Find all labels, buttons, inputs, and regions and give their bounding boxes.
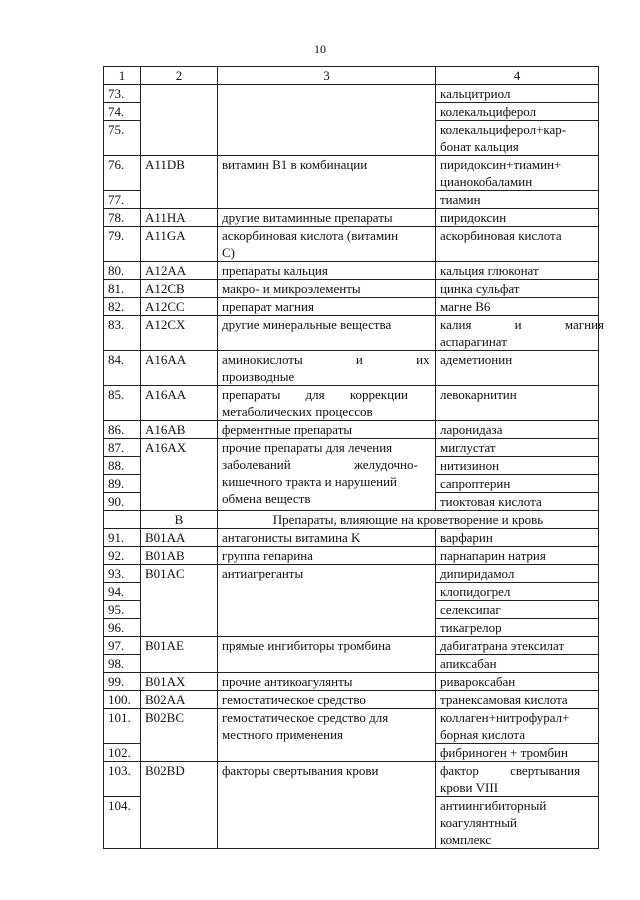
group-name: препарат магния [218, 298, 436, 316]
row-number: 97. [104, 637, 141, 655]
drug-name: адеметионин [436, 351, 599, 386]
row-number: 85. [104, 386, 141, 421]
row-number: 101. [104, 709, 141, 744]
group-name: группа гепарина [218, 547, 436, 565]
atc-code: A12CX [141, 316, 218, 351]
atc-code: A12CC [141, 298, 218, 316]
drug-name-line: цианокобаламин [440, 174, 533, 189]
drug-name [436, 709, 599, 744]
row-number: 94. [104, 583, 141, 601]
drug-name [436, 121, 599, 156]
atc-code: B02BD [141, 762, 218, 849]
group-name-line: обмена веществ [222, 491, 311, 506]
group-name: макро- и микроэлементы [218, 280, 436, 298]
row-number: 77. [104, 191, 141, 209]
atc-code: A11HA [141, 209, 218, 227]
drug-name: парнапарин натрия [436, 547, 599, 565]
row-number: 87. [104, 439, 141, 457]
row-number: 98. [104, 655, 141, 673]
atc-code: A16AX [141, 439, 218, 511]
header-cell-4: 4 [436, 67, 599, 85]
drug-name: ларонидаза [436, 421, 599, 439]
page-number: 10 [314, 42, 326, 56]
atc-code: A12AA [141, 262, 218, 280]
row-number: 96. [104, 619, 141, 637]
drug-name: колекальциферол [436, 103, 599, 121]
row-number: 93. [104, 565, 141, 583]
drug-name-line: фактор свертывания [440, 763, 581, 778]
row-number: 80. [104, 262, 141, 280]
drug-name-line: комплекс [440, 832, 492, 847]
drug-name: кальцитриол [436, 85, 599, 103]
table-header-row [104, 67, 599, 85]
group-name: другие витаминные препараты [218, 209, 436, 227]
atc-code: B01AX [141, 673, 218, 691]
drug-name: пиридоксин [436, 209, 599, 227]
drug-name: аскорбиновая кислота [436, 227, 599, 262]
row-number: 84. [104, 351, 141, 386]
row-number: 89. [104, 475, 141, 493]
drug-name: нитизинон [436, 457, 599, 475]
row-number: 79. [104, 227, 141, 262]
row-number: 76. [104, 156, 141, 191]
drug-name: тикагрелор [436, 619, 599, 637]
atc-code: A16AA [141, 386, 218, 421]
table-row [104, 386, 599, 421]
header-cell-1: 1 [104, 67, 141, 85]
atc-code: A16AA [141, 351, 218, 386]
drug-name-line: крови VIII [440, 780, 499, 795]
group-name-line: метаболических процессов [222, 404, 373, 419]
row-number: 102. [104, 744, 141, 762]
drug-name-line: коагулянтный [440, 815, 517, 830]
drug-name: варфарин [436, 529, 599, 547]
group-name-line: гемостатическое средство для [222, 710, 389, 725]
drug-name: кальция глюконат [436, 262, 599, 280]
row-number: 99. [104, 673, 141, 691]
drug-name [436, 797, 599, 849]
group-name: антагонисты витамина K [218, 529, 436, 547]
drug-name: миглустат [436, 439, 599, 457]
group-name: препараты кальция [218, 262, 436, 280]
group-name: витамин B1 в комбинации [218, 156, 436, 209]
atc-code: B02BC [141, 709, 218, 762]
table-row [104, 227, 599, 262]
atc-code: B01AA [141, 529, 218, 547]
row-number: 103. [104, 762, 141, 797]
row-number: 82. [104, 298, 141, 316]
row-number: 81. [104, 280, 141, 298]
drug-name: тиоктовая кислота [436, 493, 599, 511]
group-name-line: заболеваний желудочно- [222, 457, 418, 472]
row-number: 104. [104, 797, 141, 849]
group-name-line: прочие препараты для лечения [222, 440, 393, 455]
row-number: 100. [104, 691, 141, 709]
group-name-cell [218, 85, 436, 156]
row-number: 73. [104, 85, 141, 103]
table-row [104, 565, 599, 583]
group-name-line: производные [222, 369, 295, 384]
table-row [104, 709, 599, 744]
group-name [218, 439, 436, 511]
row-number: 91. [104, 529, 141, 547]
drug-name [436, 156, 599, 191]
atc-code: B01AB [141, 547, 218, 565]
group-name-line: препараты для коррекции [222, 387, 408, 402]
drug-name: ривароксабан [436, 673, 599, 691]
atc-code: B02AA [141, 691, 218, 709]
row-number: 86. [104, 421, 141, 439]
row-number: 74. [104, 103, 141, 121]
drug-name: фибриноген + тромбин [436, 744, 599, 762]
group-name-line: местного применения [222, 727, 344, 742]
table-row [104, 262, 599, 280]
table-row [104, 673, 599, 691]
atc-code: A11GA [141, 227, 218, 262]
atc-code: A16AB [141, 421, 218, 439]
table-row [104, 691, 599, 709]
table-row [104, 316, 599, 351]
group-name: факторы свертывания крови [218, 762, 436, 849]
section-title: Препараты, влияющие на кроветворение и кровь [218, 511, 599, 529]
atc-code: B01AE [141, 637, 218, 673]
table-row [104, 280, 599, 298]
header-cell-3: 3 [218, 67, 436, 85]
table-row [104, 637, 599, 655]
group-name-line: аскорбиновая кислота (витамин [222, 228, 399, 243]
table-row [104, 762, 599, 797]
group-name [218, 709, 436, 762]
row-number: 92. [104, 547, 141, 565]
group-name: другие минеральные вещества [218, 316, 436, 351]
group-name: прочие антикоагулянты [218, 673, 436, 691]
table-row [104, 156, 599, 191]
group-name [218, 351, 436, 386]
drug-name: дабигатрана этексилат [436, 637, 599, 655]
table-row [104, 421, 599, 439]
empty-cell [104, 511, 141, 529]
atc-code: B01AC [141, 565, 218, 637]
drug-name [436, 762, 599, 797]
atc-code: A12CB [141, 280, 218, 298]
row-number: 83. [104, 316, 141, 351]
row-number: 88. [104, 457, 141, 475]
row-number: 78. [104, 209, 141, 227]
group-name-line: аминокислоты и их [222, 352, 430, 367]
drug-name-line: пиридоксин+тиамин+ [440, 157, 562, 172]
header-cell-2: 2 [141, 67, 218, 85]
group-name: гемостатическое средство [218, 691, 436, 709]
drug-name-line: калия и магния [440, 317, 605, 332]
drug-name [436, 316, 605, 351]
table-row [104, 298, 599, 316]
group-name-line: C) [222, 245, 235, 260]
drug-name: апиксабан [436, 655, 599, 673]
drug-name: селексипаг [436, 601, 599, 619]
section-code: B [141, 511, 218, 529]
table-row [104, 209, 599, 227]
drug-name: левокарнитин [436, 386, 599, 421]
table-row [104, 547, 599, 565]
table-row [104, 529, 599, 547]
drug-name: клопидогрел [436, 583, 599, 601]
table-row [104, 351, 599, 386]
drug-name: магне B6 [436, 298, 599, 316]
drug-name-line: аспарагинат [440, 334, 507, 349]
drug-classification-table [103, 66, 605, 849]
group-name [218, 386, 436, 421]
group-name: прямые ингибиторы тромбина [218, 637, 436, 673]
atc-code: A11DB [141, 156, 218, 209]
row-number: 95. [104, 601, 141, 619]
drug-name: сапроптерин [436, 475, 599, 493]
group-name-line: кишечного тракта и нарушений [222, 474, 398, 489]
drug-name-line: колекальциферол+кар- [440, 122, 567, 137]
drug-name: транексамовая кислота [436, 691, 599, 709]
section-row [104, 511, 599, 529]
drug-name-line-justified [440, 316, 605, 333]
atc-code-cell [141, 85, 218, 156]
group-name [218, 227, 436, 262]
drug-name-line: коллаген+нитрофурал+ [440, 710, 570, 725]
drug-name: дипиридамол [436, 565, 599, 583]
table-row [104, 439, 599, 457]
drug-name: цинка сульфат [436, 280, 599, 298]
table-row [104, 85, 599, 103]
drug-name-line: антиингибиторный [440, 798, 547, 813]
drug-name-line: борная кислота [440, 727, 526, 742]
row-number: 75. [104, 121, 141, 156]
drug-name: тиамин [436, 191, 599, 209]
drug-name-line: бонат кальция [440, 139, 519, 154]
row-number: 90. [104, 493, 141, 511]
group-name: ферментные препараты [218, 421, 436, 439]
group-name: антиагреганты [218, 565, 436, 637]
